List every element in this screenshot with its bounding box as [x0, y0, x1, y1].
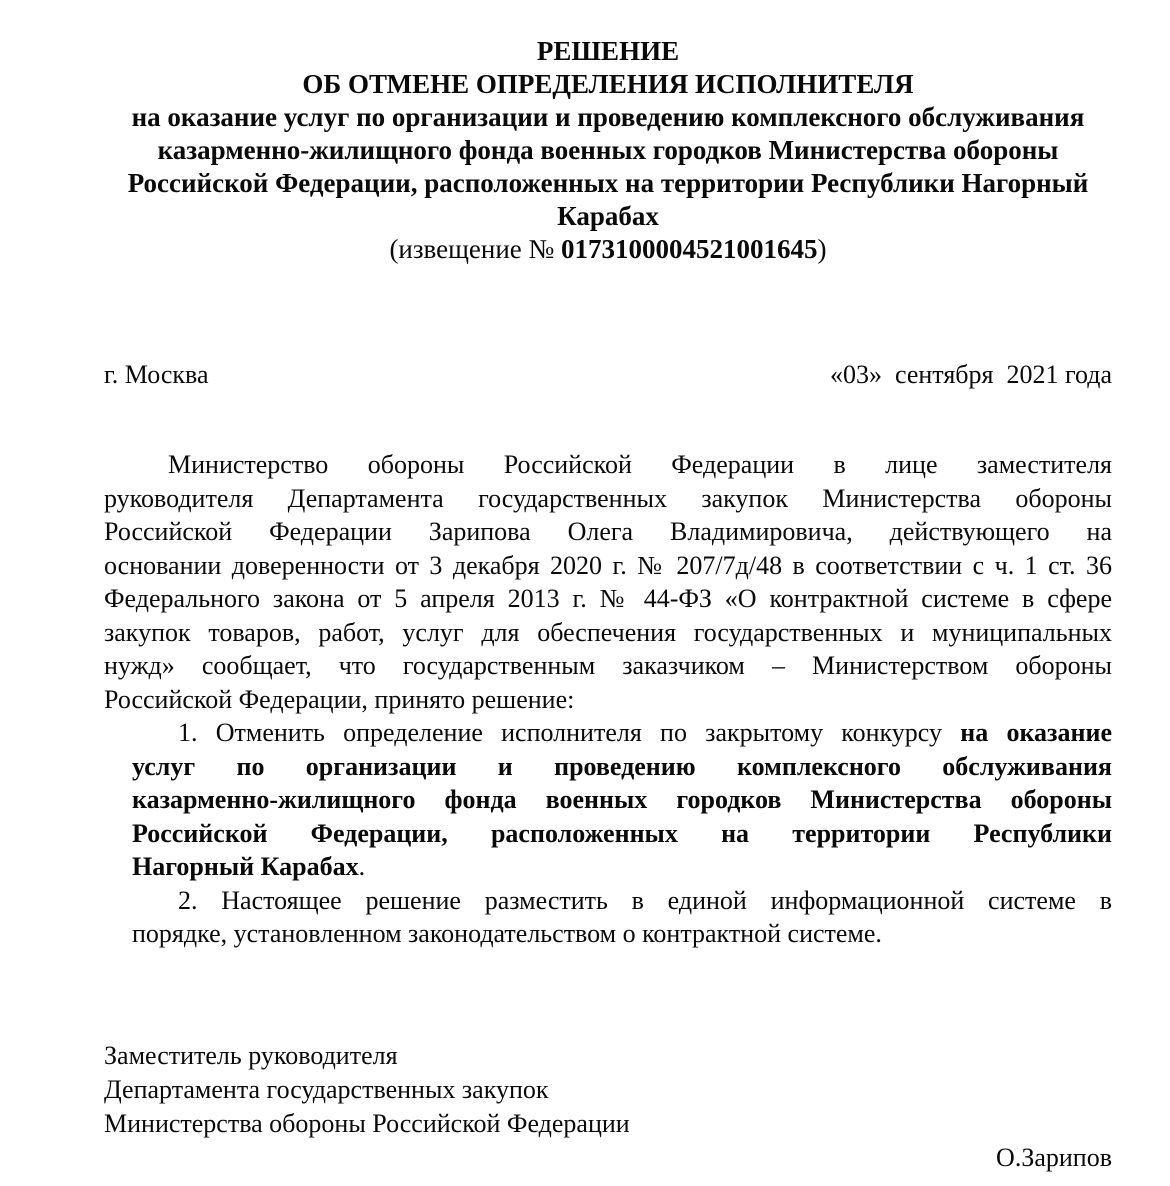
paragraph-line: нужд» сообщает, что государственным заказчиком – Министерством обороны — [104, 651, 1112, 680]
paragraph-line: Министерство обороны Российской Федерации в лице заместителя — [168, 450, 1112, 479]
title-line: Российской Федерации, расположенных на территории Республики Нагорный — [127, 168, 1089, 198]
paragraph-line: Российской Федерации, принято решение: — [104, 684, 575, 714]
decision-item-2 — [132, 884, 1112, 951]
item1-lead: 1. Отменить определение исполнителя по закрытому конкурсу — [178, 718, 961, 747]
place-label: г. Москва — [104, 360, 209, 389]
paragraph-line: руководителя Департамента государственных закупок Министерства обороны — [104, 483, 1112, 513]
title-line: на оказание услуг по организации и проведению комплексного обслуживания — [131, 102, 1085, 132]
notice-line — [104, 233, 1112, 266]
signer-position-line: Министерства обороны Российской Федерации — [104, 1108, 630, 1138]
title-line: Карабах — [557, 201, 659, 231]
decision-item-1 — [132, 716, 1112, 884]
signer-position-line: Департамента государственных закупок — [104, 1074, 549, 1104]
notice-prefix: (извещение № — [389, 234, 562, 264]
item1-bold-end: Нагорный Карабах — [132, 852, 359, 881]
paragraph-line — [132, 850, 1112, 884]
item1-tail: . — [358, 852, 366, 881]
dateline — [104, 358, 1112, 392]
preamble-paragraph — [104, 448, 1112, 716]
title-line: ОБ ОТМЕНЕ ОПРЕДЕЛЕНИЯ ИСПОЛНИТЕЛЯ — [302, 69, 914, 99]
paragraph-line: Федерального закона от 5 апреля 2013 г. № 44-ФЗ «О контрактной системе в сфере — [104, 584, 1112, 613]
title-line: РЕШЕНИЕ — [536, 36, 680, 66]
notice-suffix: ) — [817, 234, 827, 264]
paragraph-line: казарменно-жилищного фонда военных городков Министерства обороны — [132, 785, 1112, 814]
paragraph-line: Российской Федерации, расположенных на территории Республики — [132, 818, 1112, 848]
paragraph-line — [132, 716, 1112, 750]
title-line: казарменно-жилищного фонда военных городков Министерства обороны — [157, 135, 1059, 165]
date-label: «03» сентября 2021 года — [829, 360, 1112, 389]
paragraph-line: 2. Настоящее решение разместить в единой информационной системе в — [178, 885, 1112, 915]
signer-name: О.Зарипов — [996, 1142, 1112, 1172]
paragraph-line: основании доверенности от 3 декабря 2020 г. № 207/7д/48 в соответствии с ч. 1 ст. 36 — [104, 550, 1112, 580]
signature-block — [104, 1039, 1112, 1175]
paragraph-line: закупок товаров, работ, услуг для обеспечения государственных и муниципальных — [104, 617, 1112, 647]
item1-bold-start: на оказание — [960, 718, 1112, 747]
paragraph-line: услуг по организации и проведению комплексного обслуживания — [132, 751, 1112, 781]
paragraph-line: Российской Федерации Зарипова Олега Владимировича, действующего на — [104, 517, 1112, 546]
document-title-block — [104, 35, 1112, 266]
notice-number: 0173100004521001645 — [561, 234, 818, 264]
paragraph-line: порядке, установленном законодательством о контрактной системе. — [132, 919, 882, 948]
signer-position-line: Заместитель руководителя — [104, 1040, 398, 1070]
